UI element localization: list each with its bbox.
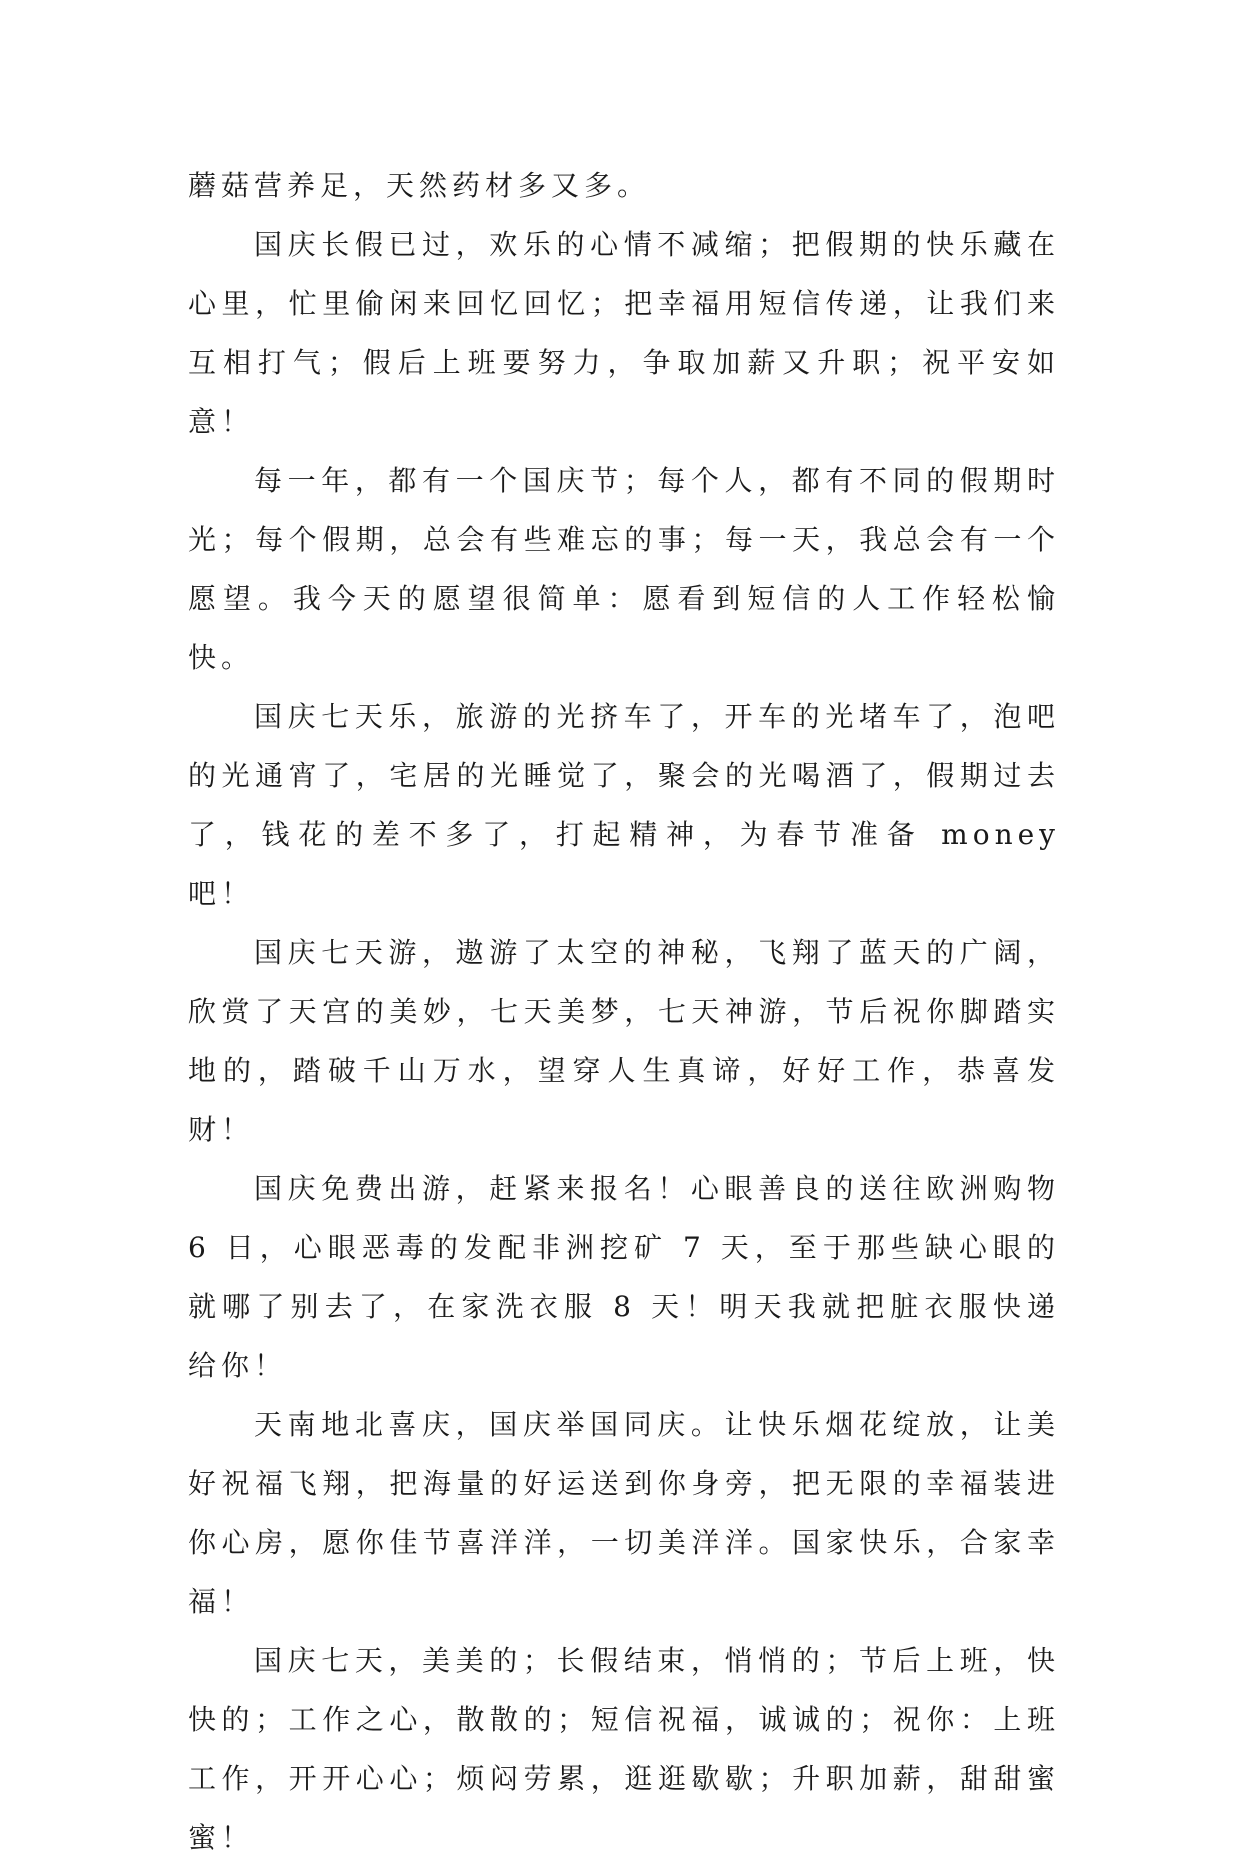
document-body (188, 156, 1060, 1867)
paragraph-3: 每一年，都有一个国庆节；每个人，都有不同的假期时光；每个假期，总会有些难忘的事；每一天，我总会有一个愿望。我今天的愿望很简单：愿看到短信的人工作轻松愉快。 (188, 464, 1060, 674)
paragraph-6: 国庆免费出游，赶紧来报名！心眼善良的送往欧洲购物 6 日，心眼恶毒的发配非洲挖矿 7 天，至于那些缺心眼的就哪了别去了，在家洗衣服 8 天！明天我就把脏衣服快递给你！ (188, 1172, 1060, 1382)
paragraph-7: 天南地北喜庆，国庆举国同庆。让快乐烟花绽放，让美好祝福飞翔，把海量的好运送到你身旁，把无限的幸福装进你心房，愿你佳节喜洋洋，一切美洋洋。国家快乐，合家幸福！ (188, 1408, 1060, 1618)
paragraph-2: 国庆长假已过，欢乐的心情不减缩；把假期的快乐藏在心里，忙里偷闲来回忆回忆；把幸福用短信传递，让我们来互相打气；假后上班要努力，争取加薪又升职；祝平安如意！ (188, 228, 1060, 438)
paragraph-8: 国庆七天，美美的；长假结束，悄悄的；节后上班，快快的；工作之心，散散的；短信祝福，诚诚的；祝你：上班工作，开开心心；烦闷劳累，逛逛歇歇；升职加薪，甜甜蜜蜜！ (188, 1644, 1060, 1854)
paragraph-5: 国庆七天游，遨游了太空的神秘，飞翔了蓝天的广阔，欣赏了天宫的美妙，七天美梦，七天神游，节后祝你脚踏实地的，踏破千山万水，望穿人生真谛，好好工作，恭喜发财！ (188, 936, 1060, 1146)
paragraph-4: 国庆七天乐，旅游的光挤车了，开车的光堵车了，泡吧的光通宵了，宅居的光睡觉了，聚会的光喝酒了，假期过去了，钱花的差不多了，打起精神，为春节准备 money 吧！ (188, 700, 1060, 910)
paragraph-1: 蘑菇营养足，天然药材多又多。 (188, 169, 651, 202)
